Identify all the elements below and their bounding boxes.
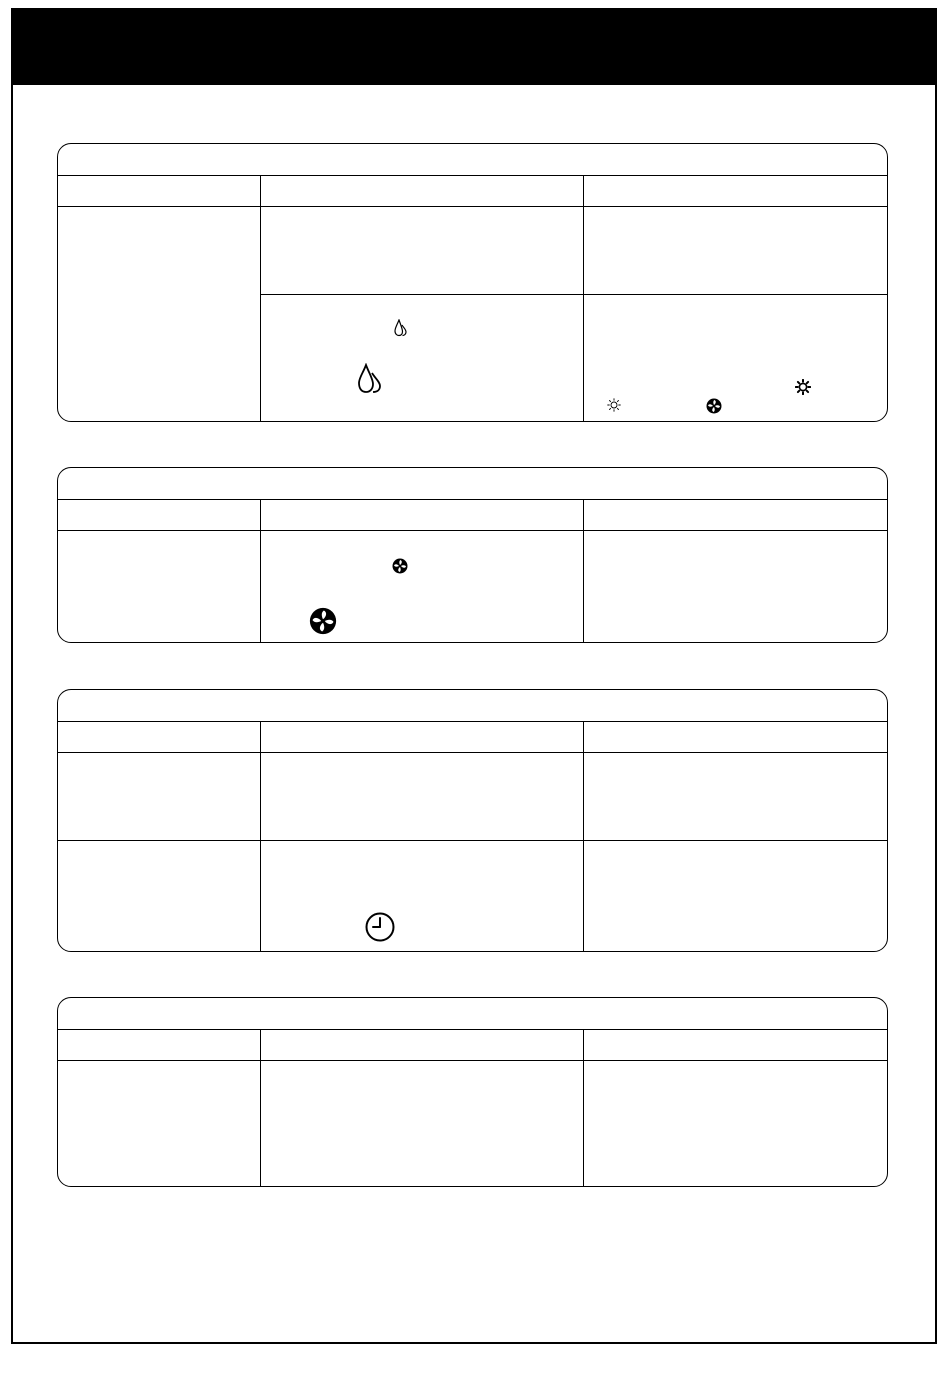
column-header-divider [58, 752, 887, 753]
section-title-divider [58, 499, 887, 500]
column-header-divider [58, 206, 887, 207]
section-title-divider [58, 721, 887, 722]
column-divider-2 [583, 1029, 584, 1186]
header-bar [11, 8, 937, 85]
fan-large-icon [309, 607, 337, 635]
small-sun-icon [607, 398, 621, 412]
sun-icon [795, 379, 811, 395]
column-divider-1 [260, 721, 261, 951]
column-divider-1 [260, 1029, 261, 1186]
column-divider-2 [583, 175, 584, 421]
section-panel-2 [57, 467, 888, 643]
column-header-divider [58, 1060, 887, 1061]
column-divider-1 [260, 499, 261, 642]
column-divider-2 [583, 499, 584, 642]
double-drop-icon [357, 363, 383, 395]
column-divider-1 [260, 175, 261, 421]
section-panel-1 [57, 143, 888, 422]
section-title-divider [58, 1029, 887, 1030]
section-title-divider [58, 175, 887, 176]
row-divider [58, 840, 887, 841]
column-divider-2 [583, 721, 584, 951]
column-header-divider [58, 530, 887, 531]
fan-icon [706, 398, 722, 414]
section-panel-3 [57, 689, 888, 952]
row-divider [260, 294, 887, 295]
section-panel-4 [57, 997, 888, 1187]
drop-icon [394, 319, 408, 337]
fan-icon [392, 558, 408, 574]
clock-icon [364, 911, 396, 943]
